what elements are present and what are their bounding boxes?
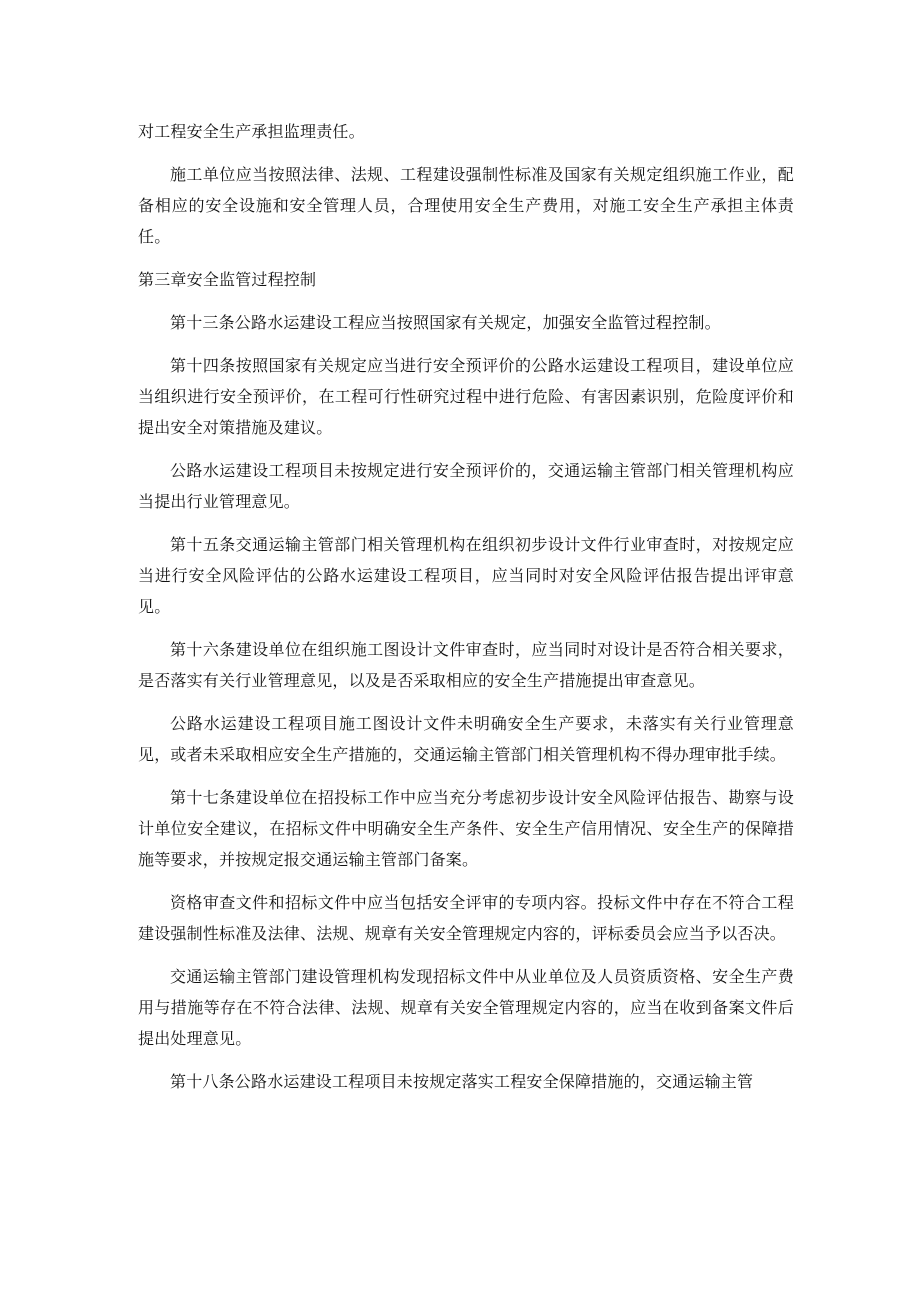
article-16-clause: 公路水运建设工程项目施工图设计文件未明确安全生产要求，未落实有关行业管理意见，或者未采取相应安全生产措施的，交通运输主管部门相关管理机构不得办理审批手续。 <box>138 714 794 764</box>
document-body <box>138 116 794 1109</box>
article-16: 第十六条建设单位在组织施工图设计文件审查时，应当同时对设计是否符合相关要求，是否落实有关行业管理意见，以及是否采取相应的安全生产措施提出审查意见。 <box>138 640 794 690</box>
chapter-heading: 第三章安全监管过程控制 <box>138 270 317 289</box>
article-17-clause-2: 交通运输主管部门建设管理机构发现招标文件中从业单位及人员资质资格、安全生产费用与措施等存在不符合法律、法规、规章有关安全管理规定内容的，应当在收到备案文件后提出处理意见。 <box>138 967 794 1048</box>
article-17-clause-1: 资格审查文件和招标文件中应当包括安全评审的专项内容。投标文件中存在不符合工程建设强制性标准及法律、法规、规章有关安全管理规定内容的，评标委员会应当予以否决。 <box>138 893 794 943</box>
article-17: 第十七条建设单位在招投标工作中应当充分考虑初步设计安全风险评估报告、勘察与设计单位安全建议，在招标文件中明确安全生产条件、安全生产信用情况、安全生产的保障措施等要求，并按规定报交通运输主管部门备案。 <box>138 788 794 869</box>
paragraph-1: 对工程安全生产承担监理责任。 <box>138 122 365 141</box>
article-13: 第十三条公路水运建设工程应当按照国家有关规定，加强安全监管过程控制。 <box>170 313 721 332</box>
article-14: 第十四条按照国家有关规定应当进行安全预评价的公路水运建设工程项目，建设单位应当组织进行安全预评价，在工程可行性研究过程中进行危险、有害因素识别，危险度评价和提出安全对策措施及建议。 <box>138 356 794 437</box>
paragraph-2: 施工单位应当按照法律、法规、工程建设强制性标准及国家有关规定组织施工作业，配备相应的安全设施和安全管理人员，合理使用安全生产费用，对施工安全生产承担主体责任。 <box>138 165 794 246</box>
article-15: 第十五条交通运输主管部门相关管理机构在组织初步设计文件行业审查时，对按规定应当进行安全风险评估的公路水运建设工程项目，应当同时对安全风险评估报告提出评审意见。 <box>138 535 794 616</box>
article-18: 第十八条公路水运建设工程项目未按规定落实工程安全保障措施的，交通运输主管 <box>170 1072 754 1091</box>
article-14-clause: 公路水运建设工程项目未按规定进行安全预评价的，交通运输主管部门相关管理机构应当提出行业管理意见。 <box>138 461 794 511</box>
